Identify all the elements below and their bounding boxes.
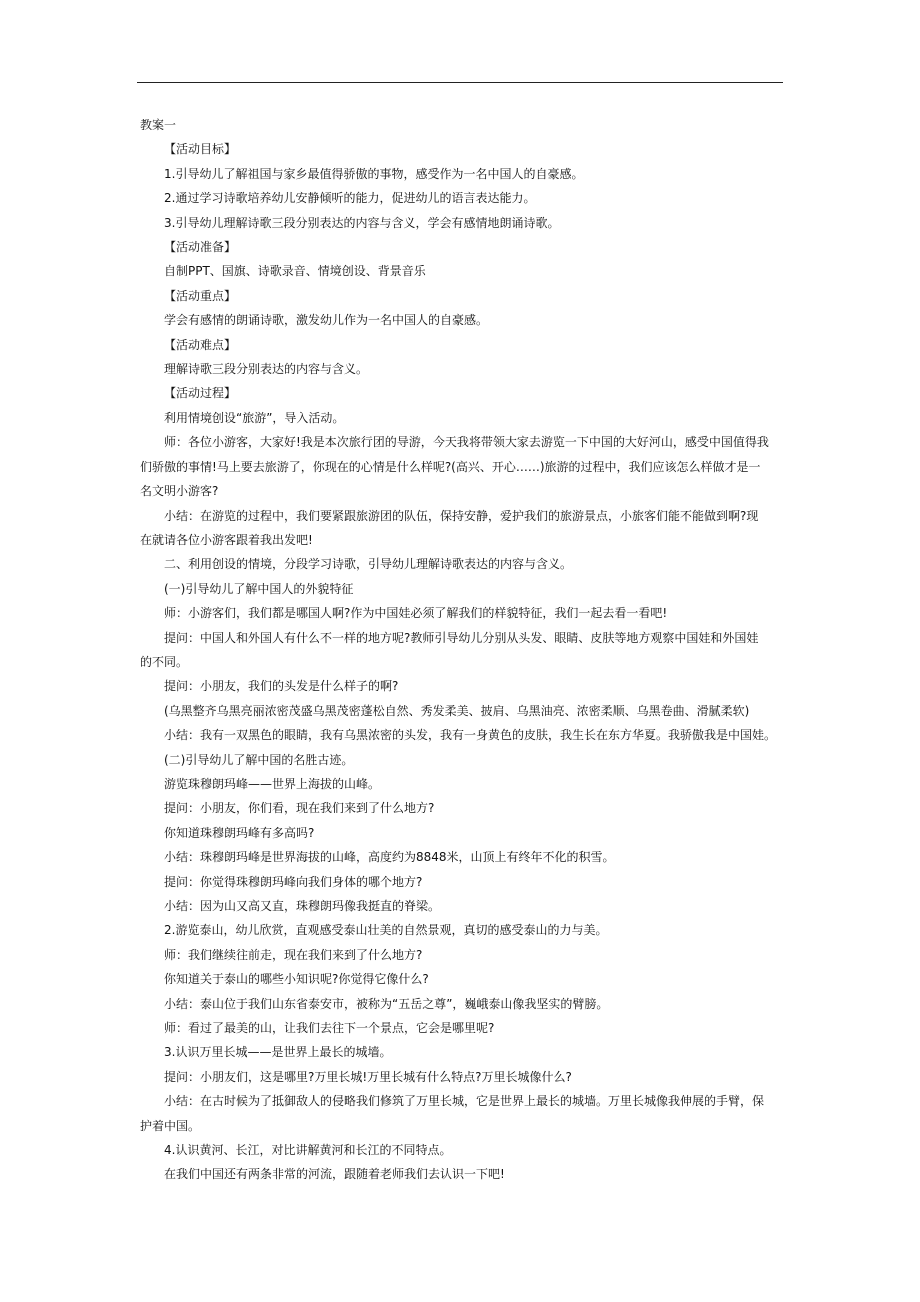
section-heading-goals: 【活动目标】 [164, 142, 237, 157]
process-intro: 利用情境创设“旅游”，导入活动。 [164, 410, 345, 425]
paragraph-line: 护着中国。 [140, 1118, 201, 1133]
teacher-question-nationality: 师：小游客们，我们都是哪国人啊?作为中国娃必须了解我们的样貌特征，我们一起去看一看吧! [164, 606, 668, 621]
goal-item-2: 2.通过学习诗歌培养幼儿安静倾听的能力，促进幼儿的语言表达能力。 [164, 191, 536, 206]
question-great-wall: 提问：小朋友们，这是哪里?万里长城!万里长城有什么特点?万里长城像什么? [164, 1069, 572, 1084]
difficulties-text: 理解诗歌三段分别表达的内容与含义。 [164, 362, 369, 377]
question-taishan: 你知道关于泰山的哪些小知识呢?你觉得它像什么? [164, 972, 429, 987]
paragraph-line: 小结：在古时候为了抵御敌人的侵略我们修筑了万里长城，它是世界上最长的城墙。万里长城像我伸展的手臂，保 [164, 1094, 765, 1109]
summary-everest: 小结：珠穆朗玛峰是世界海拔的山峰，高度约为8848米，山顶上有终年不化的积雪。 [164, 850, 615, 865]
paragraph-line: 提问：中国人和外国人有什么不一样的地方呢?教师引导幼儿分别从头发、眼睛、皮肤等地方观察中国娃和外国娃 [164, 630, 759, 645]
key-points-text: 学会有感情的朗诵诗歌，激发幼儿作为一名中国人的自豪感。 [164, 313, 489, 328]
paragraph-line: 小结：在游览的过程中，我们要紧跟旅游团的队伍，保持安静，爱护我们的旅游景点，小旅客们能不能做到啊?现 [164, 508, 759, 523]
goal-item-3: 3.引导幼儿理解诗歌三段分别表达的内容与含义，学会有感情地朗诵诗歌。 [164, 215, 560, 230]
document-title: 教案一 [140, 118, 177, 132]
section-heading-process: 【活动过程】 [164, 386, 237, 401]
header-rule [137, 82, 783, 83]
question-hair: 提问：小朋友，我们的头发是什么样子的啊? [164, 679, 399, 694]
question-differences-paragraph [140, 626, 782, 675]
part-two-heading: 二、利用创设的情境，分段学习诗歌，引导幼儿理解诗歌表达的内容与含义。 [164, 557, 573, 572]
paragraph-line: 们骄傲的事情!马上要去旅游了，你现在的心情是什么样呢?(高兴、开心……)旅游的过程中，我们应该怎么样做才是一 [140, 459, 761, 474]
summary-great-wall-paragraph [140, 1089, 782, 1138]
subsection-landmarks: (二)引导幼儿了解中国的名胜古迹。 [164, 752, 354, 767]
taishan-visit: 2.游览泰山，幼儿欣赏，直观感受泰山壮美的自然景观，真切的感受泰山的力与美。 [164, 923, 608, 938]
great-wall-item: 3.认识万里长城——是世界上最长的城墙。 [164, 1045, 392, 1060]
question-where: 提问：小朋友，你们看，现在我们来到了什么地方? [164, 801, 435, 816]
paragraph-line: 师：各位小游客，大家好!我是本次旅行团的导游，今天我将带领大家去游览一下中国的大好河山，感受中国值得我 [164, 435, 769, 450]
teacher-greeting-paragraph [140, 430, 782, 503]
section-heading-difficulties: 【活动难点】 [164, 337, 237, 352]
everest-visit: 游览珠穆朗玛峰——世界上海拔的山峰。 [164, 776, 381, 791]
teacher-continue: 师：我们继续往前走，现在我们来到了什么地方? [164, 947, 423, 962]
document-body [140, 113, 782, 1187]
preparation-text: 自制PPT、国旗、诗歌录音、情境创设、背景音乐 [164, 264, 426, 279]
paragraph-line: 在就请各位小游客跟着我出发吧! [140, 532, 313, 547]
summary-chinese-kid: 小结：我有一双黑色的眼睛，我有乌黑浓密的头发，我有一身黄色的皮肤，我生长在东方华夏。我骄傲我是中国娃。 [164, 728, 777, 743]
teacher-next-spot: 师：看过了最美的山，让我们去往下一个景点，它会是哪里呢? [164, 1021, 495, 1036]
subsection-appearance: (一)引导幼儿了解中国人的外貌特征 [164, 581, 354, 596]
rivers-intro: 在我们中国还有两条非常的河流，跟随着老师我们去认识一下吧! [164, 1167, 505, 1182]
section-heading-key-points: 【活动重点】 [164, 288, 237, 303]
section-heading-preparation: 【活动准备】 [164, 240, 237, 255]
goal-item-1: 1.引导幼儿了解祖国与家乡最值得骄傲的事物，感受作为一名中国人的自豪感。 [164, 166, 584, 181]
paragraph-line: 的不同。 [140, 654, 189, 669]
summary-travel-paragraph [140, 504, 782, 553]
rivers-item: 4.认识黄河、长江，对比讲解黄河和长江的不同特点。 [164, 1143, 452, 1158]
question-everest-body: 提问：你觉得珠穆朗玛峰向我们身体的哪个地方? [164, 874, 423, 889]
paragraph-line: 名文明小游客? [140, 484, 219, 499]
hair-answers: (乌黑整齐乌黑亮丽浓密茂盛乌黑茂密蓬松自然、秀发柔美、披肩、乌黑油亮、浓密柔顺、乌黑卷曲、滑腻柔软) [164, 703, 750, 718]
summary-everest-spine: 小结：因为山又高又直，珠穆朗玛像我挺直的脊梁。 [164, 899, 441, 913]
summary-taishan: 小结：泰山位于我们山东省泰安市，被称为“五岳之尊”，巍峨泰山像我坚实的臂膀。 [164, 996, 609, 1011]
question-everest-height: 你知道珠穆朗玛峰有多高吗? [164, 825, 315, 840]
